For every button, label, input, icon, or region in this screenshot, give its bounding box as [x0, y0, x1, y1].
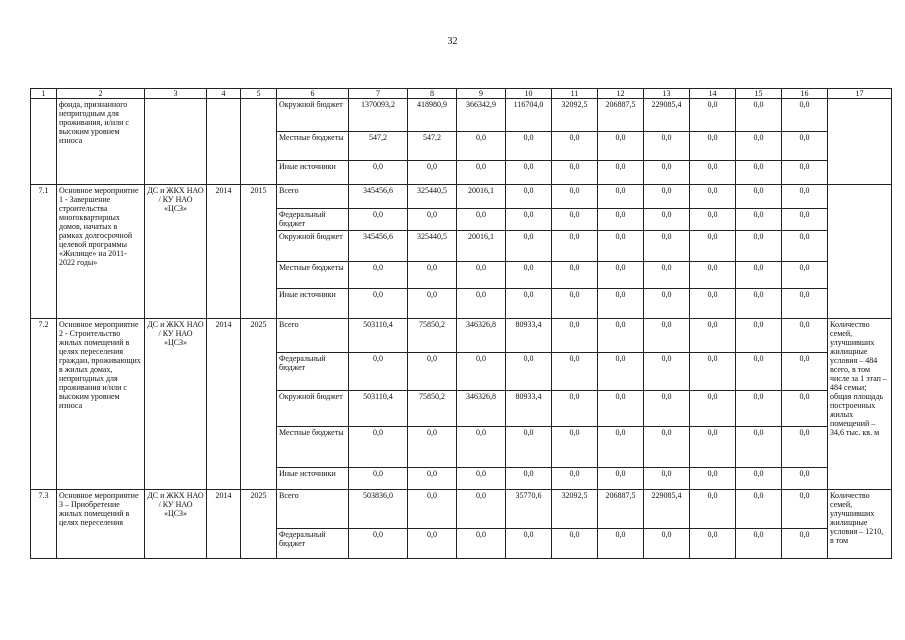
amount-cell: 0,0 — [782, 427, 828, 468]
amount-cell: 0,0 — [782, 353, 828, 391]
amount-cell: 0,0 — [690, 161, 736, 185]
amount-cell: 0,0 — [552, 132, 598, 161]
amount-cell: 0,0 — [552, 161, 598, 185]
table-row — [31, 99, 892, 132]
amount-cell: 0,0 — [506, 353, 552, 391]
funding-source: Местные бюджеты — [277, 132, 349, 161]
column-number-11: 11 — [552, 89, 598, 99]
amount-cell: 0,0 — [782, 231, 828, 262]
amount-cell: 325440,5 — [408, 185, 457, 209]
amount-cell: 0,0 — [736, 468, 782, 490]
amount-cell: 0,0 — [349, 161, 408, 185]
amount-cell: 0,0 — [598, 132, 644, 161]
amount-cell: 80933,4 — [506, 391, 552, 427]
table-row — [31, 185, 892, 209]
amount-cell: 0,0 — [506, 427, 552, 468]
amount-cell: 0,0 — [644, 289, 690, 319]
amount-cell: 0,0 — [736, 209, 782, 231]
measure-name: фонда, признанного непригодным для проживания, и/или с высоким уровнем износа — [57, 99, 145, 185]
amount-cell: 32092,5 — [552, 490, 598, 529]
amount-cell: 0,0 — [552, 262, 598, 289]
amount-cell: 0,0 — [644, 529, 690, 559]
start-year: 2014 — [207, 185, 241, 319]
amount-cell: 0,0 — [644, 468, 690, 490]
amount-cell: 0,0 — [552, 391, 598, 427]
amount-cell: 0,0 — [349, 529, 408, 559]
amount-cell: 0,0 — [506, 262, 552, 289]
table-body — [31, 89, 892, 559]
amount-cell: 0,0 — [506, 231, 552, 262]
amount-cell: 0,0 — [598, 391, 644, 427]
amount-cell: 0,0 — [644, 427, 690, 468]
amount-cell: 325440,5 — [408, 231, 457, 262]
amount-cell: 0,0 — [349, 289, 408, 319]
amount-cell: 0,0 — [782, 391, 828, 427]
amount-cell: 206887,5 — [598, 490, 644, 529]
amount-cell: 0,0 — [782, 99, 828, 132]
amount-cell: 0,0 — [736, 353, 782, 391]
amount-cell: 346326,8 — [457, 319, 506, 353]
amount-cell: 116704,0 — [506, 99, 552, 132]
measure-name: Основное мероприятие 1 - Завершение строительства многоквартирных домов, начатых в рамках долгосрочной целевой программы «Жилище» на 2011-2022 годы» — [57, 185, 145, 319]
amount-cell: 0,0 — [598, 289, 644, 319]
amount-cell: 0,0 — [552, 353, 598, 391]
column-number-12: 12 — [598, 89, 644, 99]
amount-cell: 229085,4 — [644, 99, 690, 132]
column-number-13: 13 — [644, 89, 690, 99]
amount-cell: 0,0 — [782, 209, 828, 231]
amount-cell: 0,0 — [408, 161, 457, 185]
column-number-6: 6 — [277, 89, 349, 99]
amount-cell: 0,0 — [690, 289, 736, 319]
amount-cell: 0,0 — [782, 262, 828, 289]
amount-cell: 0,0 — [506, 132, 552, 161]
amount-cell: 0,0 — [736, 427, 782, 468]
amount-cell: 0,0 — [690, 99, 736, 132]
amount-cell: 32092,5 — [552, 99, 598, 132]
column-number-1: 1 — [31, 89, 57, 99]
amount-cell: 0,0 — [457, 427, 506, 468]
amount-cell: 206887,5 — [598, 99, 644, 132]
amount-cell: 0,0 — [349, 262, 408, 289]
amount-cell: 35770,6 — [506, 490, 552, 529]
amount-cell: 0,0 — [552, 529, 598, 559]
amount-cell: 0,0 — [644, 132, 690, 161]
amount-cell: 0,0 — [598, 353, 644, 391]
row-number: 7.2 — [31, 319, 57, 490]
funding-source: Федеральный бюджет — [277, 353, 349, 391]
executor: ДС и ЖКХ НАО / КУ НАО «ЦСЗ» — [145, 490, 207, 559]
amount-cell: 0,0 — [598, 427, 644, 468]
end-year: 2025 — [241, 319, 277, 490]
amount-cell: 75850,2 — [408, 391, 457, 427]
funding-source: Иные источники — [277, 289, 349, 319]
amount-cell: 0,0 — [598, 161, 644, 185]
funding-source: Иные источники — [277, 161, 349, 185]
amount-cell: 0,0 — [457, 529, 506, 559]
column-number-4: 4 — [207, 89, 241, 99]
amount-cell: 0,0 — [598, 262, 644, 289]
amount-cell: 0,0 — [690, 185, 736, 209]
amount-cell: 0,0 — [782, 161, 828, 185]
amount-cell: 0,0 — [690, 231, 736, 262]
amount-cell: 0,0 — [644, 353, 690, 391]
executor: ДС и ЖКХ НАО / КУ НАО «ЦСЗ» — [145, 319, 207, 490]
amount-cell: 0,0 — [349, 468, 408, 490]
column-number-8: 8 — [408, 89, 457, 99]
amount-cell: 0,0 — [598, 319, 644, 353]
funding-source: Федеральный бюджет — [277, 209, 349, 231]
amount-cell: 0,0 — [690, 529, 736, 559]
start-year — [207, 99, 241, 185]
amount-cell: 0,0 — [408, 353, 457, 391]
amount-cell: 0,0 — [736, 262, 782, 289]
amount-cell: 0,0 — [506, 289, 552, 319]
funding-source: Всего — [277, 185, 349, 209]
end-year: 2025 — [241, 490, 277, 559]
column-number-14: 14 — [690, 89, 736, 99]
amount-cell: 0,0 — [690, 427, 736, 468]
amount-cell: 0,0 — [552, 185, 598, 209]
amount-cell: 0,0 — [736, 231, 782, 262]
column-number-2: 2 — [57, 89, 145, 99]
column-number-7: 7 — [349, 89, 408, 99]
column-number-5: 5 — [241, 89, 277, 99]
table-row — [31, 490, 892, 529]
amount-cell: 503836,0 — [349, 490, 408, 529]
column-number-9: 9 — [457, 89, 506, 99]
amount-cell: 366342,9 — [457, 99, 506, 132]
table-row — [31, 319, 892, 353]
amount-cell: 0,0 — [690, 468, 736, 490]
amount-cell: 0,0 — [736, 490, 782, 529]
amount-cell: 0,0 — [598, 231, 644, 262]
amount-cell: 0,0 — [736, 99, 782, 132]
expected-result — [828, 99, 892, 185]
amount-cell: 0,0 — [782, 319, 828, 353]
amount-cell: 0,0 — [506, 209, 552, 231]
amount-cell: 0,0 — [506, 468, 552, 490]
amount-cell: 0,0 — [644, 231, 690, 262]
page-number: 32 — [447, 36, 458, 47]
expected-result: Количество семей, улучшивших жилищные условия – 484 всего, в том числе за 1 этап – 484 семьи; общая площадь построенных жилых помещений – 34,6 тыс. кв. м — [828, 319, 892, 490]
amount-cell: 0,0 — [782, 490, 828, 529]
funding-source: Местные бюджеты — [277, 262, 349, 289]
amount-cell: 229085,4 — [644, 490, 690, 529]
amount-cell: 547,2 — [349, 132, 408, 161]
amount-cell: 345456,6 — [349, 185, 408, 209]
start-year: 2014 — [207, 490, 241, 559]
amount-cell: 0,0 — [736, 185, 782, 209]
amount-cell: 0,0 — [782, 529, 828, 559]
amount-cell: 0,0 — [736, 391, 782, 427]
amount-cell: 0,0 — [457, 490, 506, 529]
amount-cell: 1370093,2 — [349, 99, 408, 132]
amount-cell: 0,0 — [644, 319, 690, 353]
amount-cell: 0,0 — [457, 468, 506, 490]
amount-cell: 0,0 — [598, 529, 644, 559]
start-year: 2014 — [207, 319, 241, 490]
amount-cell: 0,0 — [552, 427, 598, 468]
amount-cell: 0,0 — [349, 209, 408, 231]
column-number-10: 10 — [506, 89, 552, 99]
amount-cell: 0,0 — [690, 209, 736, 231]
amount-cell: 0,0 — [457, 161, 506, 185]
amount-cell: 0,0 — [457, 262, 506, 289]
funding-source: Федеральный бюджет — [277, 529, 349, 559]
amount-cell: 0,0 — [408, 209, 457, 231]
amount-cell: 0,0 — [506, 529, 552, 559]
amount-cell: 0,0 — [736, 289, 782, 319]
measure-name: Основное мероприятие 2 - Строительство жилых помещений в целях переселения граждан, проживающих в жилых домах, непригодных для проживания и/или с высоким уровнем износа — [57, 319, 145, 490]
amount-cell: 0,0 — [598, 468, 644, 490]
amount-cell: 0,0 — [644, 262, 690, 289]
amount-cell: 0,0 — [736, 132, 782, 161]
amount-cell: 20016,1 — [457, 185, 506, 209]
amount-cell: 0,0 — [457, 289, 506, 319]
amount-cell: 0,0 — [408, 490, 457, 529]
amount-cell: 0,0 — [736, 161, 782, 185]
amount-cell: 75850,2 — [408, 319, 457, 353]
amount-cell: 503110,4 — [349, 391, 408, 427]
amount-cell: 0,0 — [690, 391, 736, 427]
amount-cell: 0,0 — [349, 353, 408, 391]
amount-cell: 0,0 — [408, 427, 457, 468]
amount-cell: 0,0 — [408, 289, 457, 319]
amount-cell: 0,0 — [506, 161, 552, 185]
amount-cell: 0,0 — [408, 468, 457, 490]
amount-cell: 0,0 — [598, 209, 644, 231]
amount-cell: 20016,1 — [457, 231, 506, 262]
amount-cell: 0,0 — [690, 262, 736, 289]
amount-cell: 0,0 — [782, 468, 828, 490]
funding-source: Иные источники — [277, 468, 349, 490]
funding-source: Местные бюджеты — [277, 427, 349, 468]
funding-source: Окружной бюджет — [277, 231, 349, 262]
column-number-15: 15 — [736, 89, 782, 99]
funding-source: Всего — [277, 319, 349, 353]
amount-cell: 0,0 — [644, 209, 690, 231]
funding-source: Окружной бюджет — [277, 99, 349, 132]
amount-cell: 0,0 — [457, 132, 506, 161]
amount-cell: 0,0 — [690, 319, 736, 353]
amount-cell: 0,0 — [736, 319, 782, 353]
amount-cell: 80933,4 — [506, 319, 552, 353]
amount-cell: 0,0 — [552, 289, 598, 319]
amount-cell: 0,0 — [690, 490, 736, 529]
amount-cell: 0,0 — [782, 185, 828, 209]
row-number — [31, 99, 57, 185]
row-number: 7.3 — [31, 490, 57, 559]
funding-source: Окружной бюджет — [277, 391, 349, 427]
amount-cell: 0,0 — [552, 231, 598, 262]
amount-cell: 0,0 — [408, 529, 457, 559]
amount-cell: 0,0 — [782, 289, 828, 319]
amount-cell: 0,0 — [552, 319, 598, 353]
amount-cell: 345456,6 — [349, 231, 408, 262]
amount-cell: 0,0 — [782, 132, 828, 161]
column-number-row — [31, 89, 892, 99]
amount-cell: 503110,4 — [349, 319, 408, 353]
measure-name: Основное мероприятие 3 – Приобретение жилых помещений в целях переселения — [57, 490, 145, 559]
amount-cell: 0,0 — [552, 209, 598, 231]
funding-source: Всего — [277, 490, 349, 529]
executor: ДС и ЖКХ НАО / КУ НАО «ЦСЗ» — [145, 185, 207, 319]
amount-cell: 0,0 — [736, 529, 782, 559]
row-number: 7.1 — [31, 185, 57, 319]
amount-cell: 346326,8 — [457, 391, 506, 427]
amount-cell: 0,0 — [552, 468, 598, 490]
column-number-3: 3 — [145, 89, 207, 99]
amount-cell: 0,0 — [408, 262, 457, 289]
amount-cell: 0,0 — [644, 391, 690, 427]
expected-result: Количество семей, улучшивших жилищные условия – 1210, в том — [828, 490, 892, 559]
amount-cell: 0,0 — [690, 353, 736, 391]
amount-cell: 0,0 — [644, 161, 690, 185]
amount-cell: 418980,9 — [408, 99, 457, 132]
amount-cell: 0,0 — [349, 427, 408, 468]
column-number-17: 17 — [828, 89, 892, 99]
budget-table — [30, 88, 892, 559]
end-year: 2015 — [241, 185, 277, 319]
executor — [145, 99, 207, 185]
end-year — [241, 99, 277, 185]
amount-cell: 0,0 — [644, 185, 690, 209]
column-number-16: 16 — [782, 89, 828, 99]
amount-cell: 0,0 — [598, 185, 644, 209]
amount-cell: 0,0 — [690, 132, 736, 161]
expected-result — [828, 185, 892, 319]
amount-cell: 0,0 — [506, 185, 552, 209]
amount-cell: 0,0 — [457, 209, 506, 231]
amount-cell: 0,0 — [457, 353, 506, 391]
amount-cell: 547,2 — [408, 132, 457, 161]
